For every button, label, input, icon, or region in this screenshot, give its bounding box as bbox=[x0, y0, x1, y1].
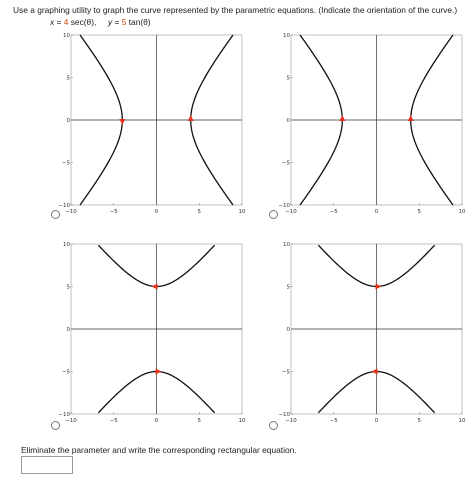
y-tick-label: 10 bbox=[63, 33, 70, 39]
x-tick-label: 0 bbox=[374, 418, 379, 424]
y-tick-label: 10 bbox=[283, 33, 290, 39]
graph-option-b bbox=[278, 33, 469, 220]
question-text: Use a graphing utility to graph the curve represented by the parametric equations. (Indicate the orientation of the curve.) bbox=[13, 5, 458, 15]
orientation-arrow bbox=[156, 369, 162, 375]
y-tick-label: 0 bbox=[66, 118, 70, 124]
orientation-arrow bbox=[119, 119, 125, 125]
x-tick-label: 0 bbox=[154, 209, 159, 215]
graph-a-plot bbox=[58, 33, 249, 220]
x-tick-label: 5 bbox=[417, 418, 421, 424]
y-tick-label: −10 bbox=[278, 412, 290, 418]
x-tick-label: 10 bbox=[458, 418, 466, 424]
y-variable: y bbox=[107, 17, 113, 27]
orientation-arrow bbox=[372, 369, 378, 375]
orientation-arrow bbox=[339, 115, 345, 121]
x-function: sec(θ), bbox=[70, 17, 97, 27]
radio-option-a[interactable] bbox=[51, 210, 60, 219]
x-tick-label: −5 bbox=[329, 418, 338, 424]
x-tick-label: 5 bbox=[417, 209, 421, 215]
x-tick-label: −5 bbox=[329, 209, 338, 215]
x-tick-label: −5 bbox=[109, 418, 118, 424]
graph-option-c bbox=[58, 242, 249, 429]
x-variable: x bbox=[50, 17, 55, 27]
x-tick-label: 5 bbox=[197, 209, 201, 215]
y-tick-label: 5 bbox=[66, 284, 70, 291]
y-tick-label: 5 bbox=[286, 75, 290, 82]
x-tick-label: −10 bbox=[285, 209, 297, 215]
y-tick-label: 5 bbox=[286, 284, 290, 291]
y-tick-label: 5 bbox=[66, 75, 70, 82]
y-tick-label: 10 bbox=[283, 242, 290, 248]
orientation-arrow bbox=[376, 284, 382, 290]
radio-option-b[interactable] bbox=[269, 210, 278, 219]
y-tick-label: 0 bbox=[286, 118, 290, 124]
y-tick-label: 10 bbox=[63, 242, 70, 248]
orientation-arrow bbox=[188, 115, 194, 121]
y-tick-label: −10 bbox=[58, 203, 70, 209]
x-tick-label: 10 bbox=[238, 418, 246, 424]
x-tick-label: 10 bbox=[458, 209, 466, 215]
x-tick-label: 5 bbox=[197, 418, 201, 424]
x-tick-label: 0 bbox=[154, 418, 159, 424]
x-tick-label: −10 bbox=[65, 209, 77, 215]
x-tick-label: 10 bbox=[238, 209, 246, 215]
graph-c-plot bbox=[58, 242, 249, 429]
y-tick-label: 0 bbox=[286, 327, 290, 333]
graph-d-plot bbox=[278, 242, 469, 429]
graph-b-plot bbox=[278, 33, 469, 220]
graph-option-a bbox=[58, 33, 249, 220]
y-tick-label: −5 bbox=[281, 369, 290, 376]
instruction-text: Eliminate the parameter and write the corresponding rectangular equation. bbox=[21, 445, 297, 455]
y-tick-label: −10 bbox=[58, 412, 70, 418]
x-tick-label: −10 bbox=[285, 418, 297, 424]
y-tick-label: −10 bbox=[278, 203, 290, 209]
y-tick-label: −5 bbox=[281, 160, 290, 167]
x-coefficient: 4 bbox=[63, 17, 69, 27]
radio-option-d[interactable] bbox=[269, 421, 278, 430]
radio-option-c[interactable] bbox=[51, 421, 60, 430]
y-tick-label: −5 bbox=[61, 369, 70, 376]
y-tick-label: −5 bbox=[61, 160, 70, 167]
graph-option-d bbox=[278, 242, 469, 429]
y-coefficient: 5 bbox=[121, 17, 127, 27]
orientation-arrow bbox=[152, 284, 158, 290]
y-tick-label: 0 bbox=[66, 327, 70, 333]
x-tick-label: −10 bbox=[65, 418, 77, 424]
x-tick-label: 0 bbox=[374, 209, 379, 215]
answer-input[interactable] bbox=[21, 456, 73, 474]
parametric-equations: x = 4 sec(θ), y = 5 tan(θ) bbox=[50, 17, 151, 27]
x-tick-label: −5 bbox=[109, 209, 118, 215]
y-function: tan(θ) bbox=[128, 17, 151, 27]
orientation-arrow bbox=[408, 115, 414, 121]
